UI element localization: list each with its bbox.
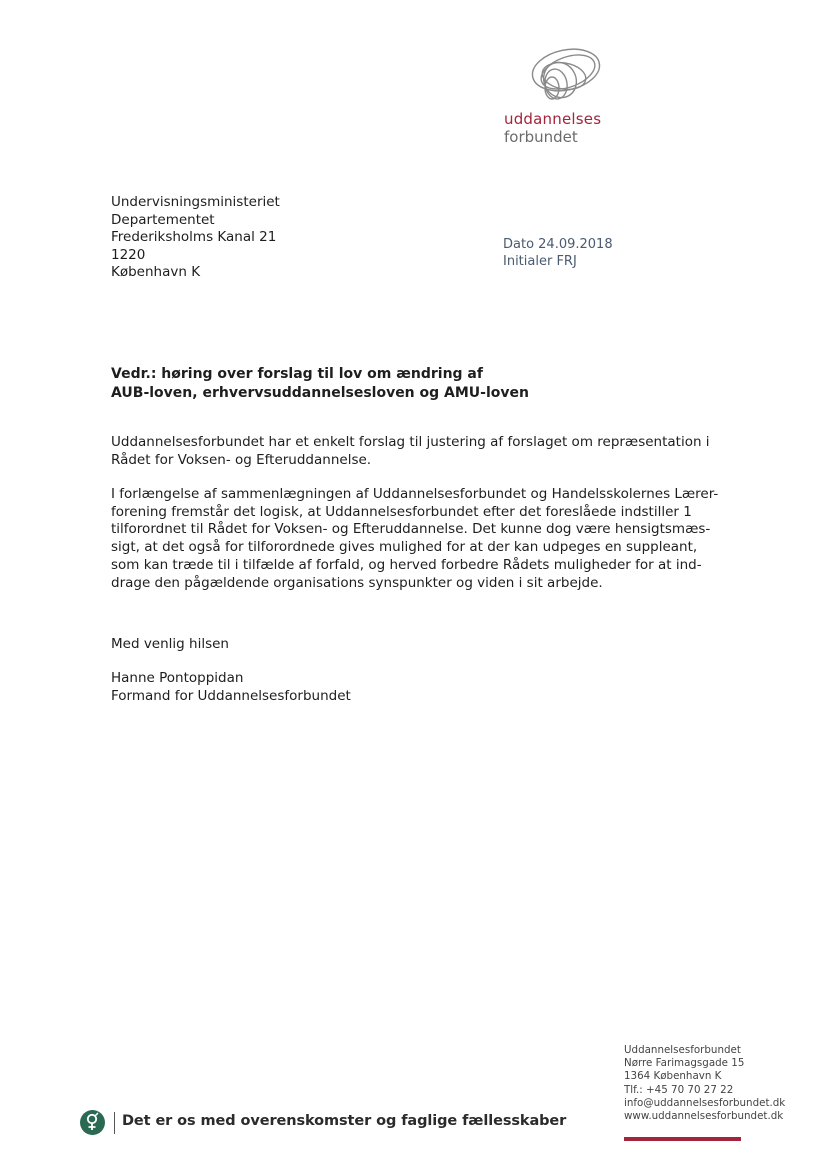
paragraph-line: Rådet for Voksen- og Efteruddannelse. (111, 451, 372, 468)
footer-street: Nørre Farimagsgade 15 (624, 1057, 745, 1070)
subject-heading (111, 365, 529, 403)
footer-accent-bar (624, 1137, 741, 1141)
paragraph-line: som kan træde til i tilfælde af forfald, og herved forbedre Rådets muligheder for at ind- (111, 556, 702, 573)
footer-phone: Tlf.: +45 70 70 27 22 (624, 1083, 734, 1096)
paragraph-line: Uddannelsesforbundet har et enkelt forslag til justering af forslaget om repræsentation i (111, 434, 710, 450)
signer-name: Hanne Pontoppidan (111, 670, 244, 686)
recipient-line: Undervisningsministeriet (111, 194, 280, 210)
signature-block (111, 670, 351, 705)
person-pin-icon (80, 1110, 105, 1135)
recipient-line: Departementet (111, 211, 215, 228)
recipient-line: Frederiksholms Kanal 21 (111, 229, 277, 245)
logo-word-uddannelses: uddannelses (504, 110, 602, 128)
signer-title: Formand for Uddannelsesforbundet (111, 687, 351, 704)
footer-org: Uddannelsesforbundet (624, 1044, 741, 1056)
recipient-line: København K (111, 264, 201, 280)
subject-line: AUB-loven, erhvervsuddannelsesloven og AMU-loven (111, 385, 529, 401)
footer-web: www.uddannelsesforbundet.dk (624, 1110, 784, 1123)
date-line: Dato 24.09.2018 (503, 237, 613, 252)
recipient-address (111, 194, 280, 282)
paragraph-line: sigt, at det også for tilforordnede gives mulighed for at der kan udpeges en suppleant, (111, 539, 698, 556)
closing-text: Med venlig hilsen (111, 636, 229, 652)
footer-slogan: Det er os med overenskomster og faglige fællesskaber (122, 1113, 567, 1129)
ellipses-logo-icon (526, 42, 606, 108)
paragraph-line: drage den pågældende organisations synspunkter og viden i sit arbejde. (111, 574, 603, 591)
slogan-divider (114, 1112, 115, 1134)
footer-address (624, 1044, 785, 1123)
footer-email: info@uddannelsesforbundet.dk (624, 1096, 786, 1109)
paragraph-line: tilforordnet til Rådet for Voksen- og Efteruddannelse. Det kunne dog være hensigtsmæs- (111, 521, 711, 538)
body-paragraph-2 (111, 486, 736, 592)
logo-word-forbundet: forbundet (504, 128, 578, 146)
subject-line: Vedr.: høring over forslag til lov om ændring af (111, 366, 483, 382)
paragraph-line: forening fremstår det logisk, at Uddannelsesforbundet efter det foreslåede indstiller 1 (111, 503, 692, 520)
body-paragraph-1 (111, 434, 736, 469)
organization-logo (500, 42, 610, 147)
footer-city: 1364 København K (624, 1070, 722, 1083)
paragraph-line: I forlængelse af sammenlægningen af Uddannelsesforbundet og Handelsskolernes Lærer- (111, 486, 719, 502)
letter-meta (503, 236, 613, 270)
initials-line: Initialer FRJ (503, 254, 577, 269)
recipient-line: 1220 (111, 246, 146, 263)
closing-greeting (111, 636, 229, 654)
